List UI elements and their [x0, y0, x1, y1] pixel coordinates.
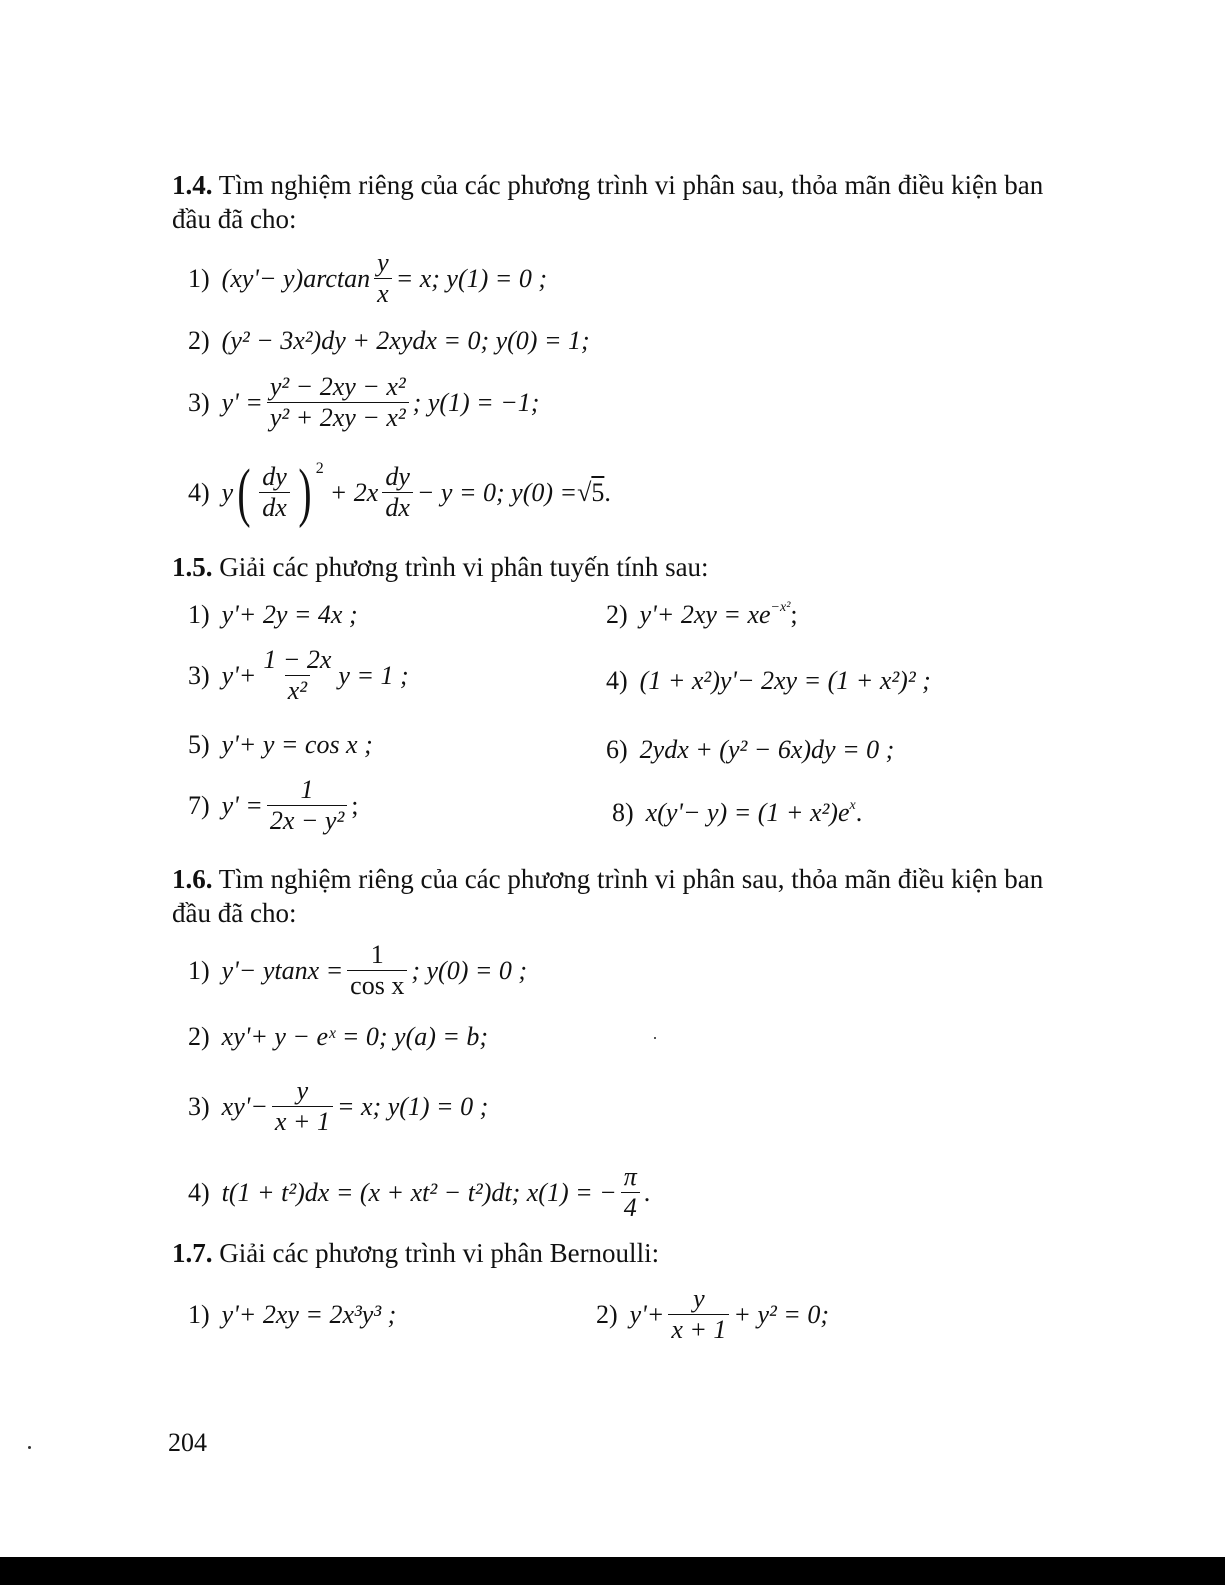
- eq-part: + 2x: [329, 477, 379, 507]
- eq-label: 3): [188, 387, 210, 417]
- eq-1-5-1: [188, 600, 358, 630]
- eq-label: 4): [606, 666, 628, 695]
- eq-part: xy'+ y − eˣ = 0; y(a) = b;: [221, 1022, 489, 1051]
- numerator: 1 − 2x: [263, 645, 332, 674]
- eq-label: 4): [188, 477, 210, 507]
- eq-1-5-4: [606, 666, 931, 696]
- eq-part: .: [604, 477, 611, 507]
- fraction: [267, 372, 409, 433]
- eq-1-5-7: [188, 775, 358, 836]
- exercise-instruction: Giải các phương trình vi phân Bernoulli:: [219, 1238, 660, 1268]
- eq-part: y' =: [221, 790, 263, 820]
- eq-label: 3): [188, 660, 210, 690]
- eq-part: t(1 + t²)dx = (x + xt² − t²)dt; x(1) = −: [221, 1177, 617, 1207]
- exercise-instruction: Tìm nghiệm riêng của các phương trình vi phân sau, thỏa mãn điều kiện ban đầu đã cho:: [172, 170, 1044, 234]
- exercise-number: 1.6.: [172, 864, 213, 894]
- eq-1-4-2: [188, 326, 590, 356]
- exercise-number: 1.7.: [172, 1238, 213, 1268]
- eq-part: xy'−: [221, 1091, 268, 1121]
- eq-1-6-2: [188, 1022, 488, 1052]
- eq-part: ;: [351, 790, 359, 820]
- eq-part: ; y(0) = 0 ;: [411, 955, 528, 985]
- eq-label: 2): [596, 1299, 618, 1329]
- exercise-1-7-heading: [172, 1236, 1072, 1270]
- eq-part: .: [643, 1177, 651, 1207]
- eq-part: y'+ 2y = 4x ;: [221, 600, 358, 629]
- eq-label: 1): [188, 263, 210, 293]
- scan-speck: [28, 1446, 31, 1449]
- exponent: 2: [315, 460, 324, 477]
- eq-label: 1): [188, 1300, 210, 1329]
- numerator: y: [693, 1284, 705, 1313]
- denominator: x + 1: [272, 1106, 333, 1137]
- exponent: −x²: [770, 600, 791, 615]
- eq-part: = x; y(1) = 0 ;: [395, 263, 547, 293]
- numerator: π: [623, 1162, 637, 1191]
- eq-part: .: [855, 798, 863, 827]
- numerator: dy: [262, 462, 287, 491]
- exercise-1-4-heading: [172, 168, 1072, 236]
- denominator: y² + 2xy − x²: [267, 402, 409, 433]
- fraction: [382, 462, 413, 523]
- numerator: y: [377, 248, 389, 277]
- exercise-number: 1.5.: [172, 552, 213, 582]
- eq-1-5-3: [188, 645, 409, 706]
- exercise-instruction: Tìm nghiệm riêng của các phương trình vi phân sau, thỏa mãn điều kiện ban đầu đã cho:: [172, 864, 1044, 928]
- denominator: 4: [621, 1192, 640, 1223]
- eq-1-6-1: [188, 940, 527, 1001]
- eq-part: ; y(1) = −1;: [412, 387, 540, 417]
- denominator: dx: [259, 492, 290, 523]
- numerator: 1: [370, 940, 384, 969]
- fraction: [259, 462, 290, 523]
- denominator: cos x: [347, 970, 407, 1001]
- scan-speck: [654, 1037, 656, 1039]
- numerator: y: [296, 1076, 309, 1105]
- eq-1-5-5: [188, 730, 373, 760]
- fraction: [347, 940, 407, 1001]
- eq-1-6-3: [188, 1076, 488, 1137]
- numerator: dy: [385, 462, 410, 491]
- scan-border-bottom: [0, 1557, 1225, 1585]
- eq-label: 1): [188, 955, 210, 985]
- eq-label: 5): [188, 730, 210, 759]
- radicand: 5: [591, 477, 605, 507]
- right-paren: ): [298, 455, 312, 529]
- eq-1-4-1: [188, 248, 547, 309]
- eq-1-7-1: [188, 1300, 396, 1330]
- eq-part: = x; y(1) = 0 ;: [336, 1091, 489, 1121]
- eq-1-5-8: [612, 798, 862, 828]
- eq-part: y = 1 ;: [338, 660, 409, 690]
- eq-part: ;: [790, 600, 798, 629]
- fraction: [621, 1162, 640, 1223]
- eq-1-4-4: [188, 455, 611, 529]
- fraction: [260, 645, 334, 706]
- eq-label: 2): [188, 1022, 210, 1051]
- denominator: x: [374, 278, 392, 309]
- eq-part: (xy'− y)arctan: [221, 263, 371, 293]
- eq-part: + y² = 0;: [733, 1299, 830, 1329]
- fraction: [267, 775, 347, 836]
- page-number: 204: [168, 1428, 207, 1457]
- eq-part: y'− ytanx =: [221, 955, 344, 985]
- eq-part: (1 + x²)y'− 2xy = (1 + x²)² ;: [639, 666, 931, 695]
- fraction: [272, 1076, 333, 1137]
- eq-1-7-2: [596, 1284, 829, 1345]
- left-paren: (: [237, 455, 251, 529]
- eq-label: 7): [188, 790, 210, 820]
- exercise-instruction: Giải các phương trình vi phân tuyến tính sau:: [219, 552, 709, 582]
- eq-1-6-4: [188, 1162, 650, 1223]
- eq-part: y'+ 2xy = 2x³y³ ;: [221, 1300, 397, 1329]
- denominator: x + 1: [668, 1314, 729, 1345]
- denominator: 2x − y²: [267, 805, 347, 836]
- denominator: dx: [382, 492, 413, 523]
- eq-part: (y² − 3x²)dy + 2xydx = 0; y(0) = 1;: [221, 326, 590, 355]
- eq-label: 4): [188, 1177, 210, 1207]
- eq-part: − y = 0; y(0) =: [416, 477, 578, 507]
- eq-part: y' =: [221, 387, 263, 417]
- eq-label: 3): [188, 1091, 210, 1121]
- eq-label: 6): [606, 735, 628, 764]
- eq-1-4-3: [188, 372, 539, 433]
- eq-part: y: [221, 477, 234, 507]
- eq-part: y'+: [629, 1299, 665, 1329]
- exercise-number: 1.4.: [172, 170, 213, 200]
- exponent: x: [849, 798, 856, 813]
- numerator: y² − 2xy − x²: [269, 372, 406, 401]
- eq-label: 2): [606, 600, 628, 629]
- fraction: [668, 1284, 729, 1345]
- eq-label: 1): [188, 600, 210, 629]
- radical-sign: √: [577, 477, 592, 507]
- eq-part: 2ydx + (y² − 6x)dy = 0 ;: [639, 735, 895, 764]
- eq-label: 2): [188, 326, 210, 355]
- exercise-1-5-heading: [172, 550, 1072, 584]
- eq-label: 8): [612, 798, 634, 827]
- eq-part: y'+: [221, 660, 257, 690]
- eq-part: y'+ y = cos x ;: [221, 730, 373, 759]
- exercise-1-6-heading: [172, 862, 1072, 930]
- eq-1-5-6: [606, 735, 894, 765]
- fraction: [374, 248, 392, 309]
- numerator: 1: [300, 775, 314, 804]
- denominator: x²: [285, 675, 310, 706]
- eq-part: y'+ 2xy = xe: [639, 600, 771, 629]
- eq-part: x(y'− y) = (1 + x²)e: [645, 798, 850, 827]
- eq-1-5-2: [606, 600, 798, 630]
